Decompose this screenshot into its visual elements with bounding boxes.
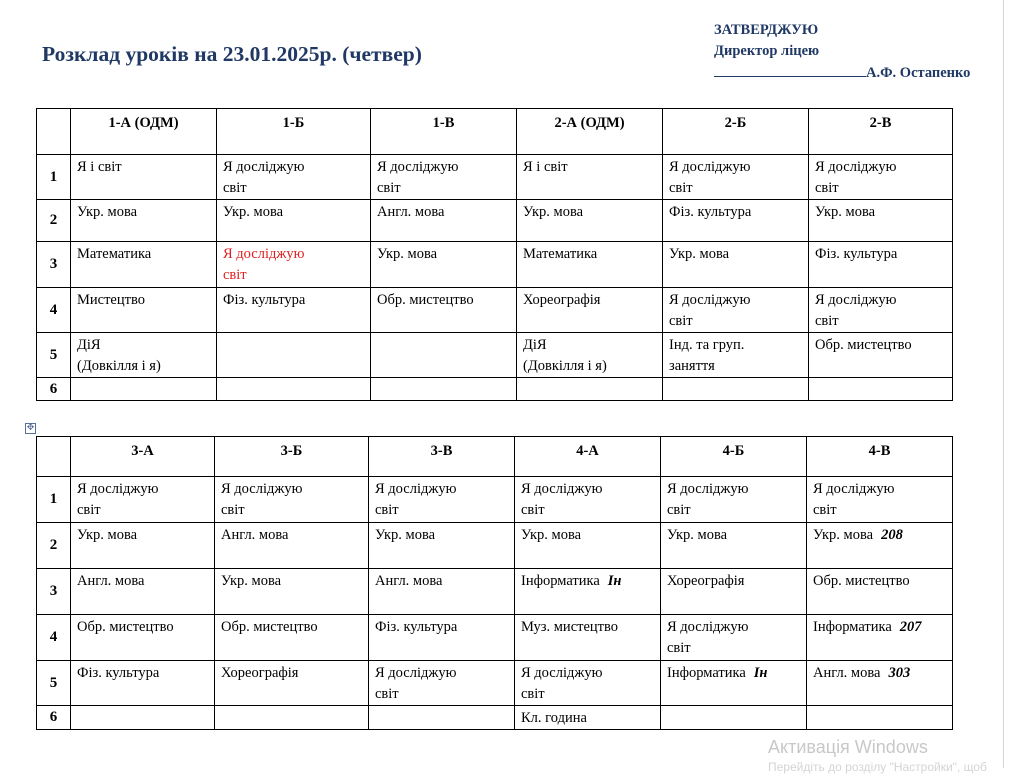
lesson-cell[interactable]: [217, 288, 371, 333]
subject-text: Обр. мистецтво: [377, 292, 474, 308]
subject-text: Фіз. культура: [77, 665, 160, 681]
lesson-cell[interactable]: [371, 155, 517, 200]
lesson-cell[interactable]: [661, 569, 807, 615]
lesson-cell[interactable]: [809, 155, 953, 200]
subject-text: ДіЯ (Довкілля і я): [523, 337, 607, 374]
approval-signature: [714, 62, 970, 84]
class-header: 1-В: [371, 109, 517, 155]
lesson-cell[interactable]: [663, 378, 809, 401]
approval-line-1: ЗАТВЕРДЖУЮ: [714, 22, 819, 38]
subject-text: Я досліджую світ: [375, 481, 457, 518]
signature-line: [714, 62, 866, 77]
subject-text: Англ. мова: [221, 527, 289, 543]
lesson-cell[interactable]: [369, 569, 515, 615]
subject-text: Я досліджую світ: [375, 665, 457, 702]
subject-text: Математика: [523, 246, 598, 262]
lesson-cell[interactable]: [215, 706, 369, 730]
subject-text: Хореографія: [667, 573, 745, 589]
class-header: 3-В: [369, 437, 515, 477]
room-number: 208: [881, 527, 903, 543]
lesson-row: [37, 569, 953, 615]
lesson-cell[interactable]: [807, 477, 953, 523]
lesson-cell[interactable]: [807, 706, 953, 730]
lesson-cell[interactable]: [517, 200, 663, 242]
lesson-cell[interactable]: [661, 661, 807, 706]
subject-text: Укр. мова: [223, 204, 284, 220]
lesson-cell[interactable]: [663, 200, 809, 242]
subject-text: Фіз. культура: [815, 246, 898, 262]
lesson-number: 1: [37, 155, 71, 200]
lesson-cell[interactable]: [71, 200, 217, 242]
lesson-cell[interactable]: [515, 523, 661, 569]
lesson-cell[interactable]: [217, 378, 371, 401]
lesson-cell[interactable]: [369, 523, 515, 569]
subject-text: Англ. мова: [377, 204, 445, 220]
subject-text: Укр. мова: [667, 527, 728, 543]
lesson-number: 6: [37, 706, 71, 730]
lesson-cell[interactable]: [215, 523, 369, 569]
class-header: 1-Б: [217, 109, 371, 155]
subject-text: Я досліджую світ: [521, 481, 603, 518]
lesson-cell[interactable]: [71, 706, 215, 730]
subject-text: Обр. мистецтво: [813, 573, 910, 589]
lesson-cell[interactable]: [809, 378, 953, 401]
subject-text: Укр. мова: [669, 246, 730, 262]
subject-text: Укр. мова: [221, 573, 282, 589]
lesson-cell[interactable]: [809, 242, 953, 288]
lesson-cell[interactable]: [71, 288, 217, 333]
class-header: 2-Б: [663, 109, 809, 155]
lesson-row: [37, 288, 953, 333]
class-header: 4-Б: [661, 437, 807, 477]
lesson-cell[interactable]: [517, 288, 663, 333]
lesson-number: 6: [37, 378, 71, 401]
subject-text: Інформатика: [813, 619, 892, 635]
lesson-cell[interactable]: [217, 242, 371, 288]
lesson-cell[interactable]: [371, 200, 517, 242]
lesson-row: [37, 200, 953, 242]
subject-text: Інформатика: [667, 665, 746, 681]
subject-text: Фіз. культура: [223, 292, 306, 308]
class-header: 2-А (ОДМ): [517, 109, 663, 155]
approval-block: [714, 20, 970, 84]
lesson-cell[interactable]: [71, 378, 217, 401]
lesson-cell[interactable]: [517, 155, 663, 200]
lesson-cell[interactable]: [515, 569, 661, 615]
lesson-cell[interactable]: [71, 569, 215, 615]
lesson-number: 2: [37, 200, 71, 242]
subject-text: Я і світ: [77, 159, 122, 175]
subject-text: Укр. мова: [813, 527, 874, 543]
class-header: 3-Б: [215, 437, 369, 477]
room-number: Ін: [753, 665, 768, 681]
subject-text: Математика: [77, 246, 152, 262]
subject-text: Я досліджую світ: [377, 159, 459, 196]
table-move-handle-icon[interactable]: ✥: [26, 423, 35, 433]
subject-text: Укр. мова: [521, 527, 582, 543]
lesson-cell[interactable]: [371, 242, 517, 288]
subject-text: Я досліджую світ: [223, 159, 305, 196]
lesson-cell[interactable]: [517, 333, 663, 378]
lesson-cell[interactable]: [217, 200, 371, 242]
windows-activation-watermark: Активація Windows: [768, 737, 928, 757]
page-title: Розклад уроків на 23.01.2025р. (четвер): [42, 42, 422, 66]
lesson-cell[interactable]: [217, 333, 371, 378]
lesson-cell[interactable]: [217, 155, 371, 200]
subject-text: Укр. мова: [375, 527, 436, 543]
lesson-cell[interactable]: [663, 242, 809, 288]
subject-text: Я досліджую світ: [77, 481, 159, 518]
lesson-cell[interactable]: [71, 661, 215, 706]
lesson-cell[interactable]: [807, 615, 953, 661]
lesson-row: [37, 155, 953, 200]
subject-text: Обр. мистецтво: [77, 619, 174, 635]
subject-text: Укр. мова: [77, 204, 138, 220]
lesson-row: [37, 523, 953, 569]
subject-text: Кл. година: [521, 710, 587, 726]
room-number: 207: [899, 619, 922, 635]
lesson-cell[interactable]: [369, 706, 515, 730]
lesson-cell[interactable]: [371, 333, 517, 378]
subject-text: Фіз. культура: [669, 204, 752, 220]
lesson-cell[interactable]: [215, 477, 369, 523]
subject-text: Англ. мова: [77, 573, 145, 589]
lesson-row: [37, 706, 953, 730]
lesson-cell[interactable]: [517, 378, 663, 401]
lesson-cell[interactable]: [515, 706, 661, 730]
corner-cell: [37, 109, 71, 155]
subject-text: Обр. мистецтво: [221, 619, 318, 635]
lesson-number: 4: [37, 288, 71, 333]
subject-text: Мистецтво: [77, 292, 145, 308]
room-number: Ін: [607, 573, 622, 589]
lesson-cell[interactable]: [661, 477, 807, 523]
lesson-cell[interactable]: [515, 477, 661, 523]
lesson-number: 2: [37, 523, 71, 569]
class-header: 1-А (ОДМ): [71, 109, 217, 155]
subject-text: Я досліджую світ: [223, 246, 305, 283]
subject-text: Я і світ: [523, 159, 568, 175]
lesson-cell[interactable]: [809, 333, 953, 378]
subject-text: Я досліджую світ: [813, 481, 895, 518]
lesson-cell[interactable]: [71, 615, 215, 661]
lesson-cell[interactable]: [809, 200, 953, 242]
lesson-row: [37, 661, 953, 706]
subject-text: Хореографія: [523, 292, 601, 308]
lesson-cell[interactable]: [807, 661, 953, 706]
lesson-cell[interactable]: [661, 523, 807, 569]
lesson-cell[interactable]: [71, 523, 215, 569]
lesson-cell[interactable]: [663, 288, 809, 333]
class-header: 2-В: [809, 109, 953, 155]
subject-text: Я досліджую світ: [669, 159, 751, 196]
lesson-cell[interactable]: [371, 378, 517, 401]
lesson-cell[interactable]: [369, 661, 515, 706]
subject-text: Укр. мова: [77, 527, 138, 543]
subject-text: Я досліджую світ: [521, 665, 603, 702]
lesson-cell[interactable]: [661, 615, 807, 661]
windows-activation-subtext: Перейдіть до розділу "Настройки", щоб: [768, 760, 987, 774]
lesson-number: 5: [37, 661, 71, 706]
lesson-row: [37, 333, 953, 378]
class-header: 4-В: [807, 437, 953, 477]
lesson-row: [37, 378, 953, 401]
page-edge: [1003, 0, 1004, 768]
lesson-cell[interactable]: [369, 477, 515, 523]
lesson-cell[interactable]: [71, 333, 217, 378]
lesson-number: 3: [37, 569, 71, 615]
lesson-row: [37, 477, 953, 523]
lesson-number: 1: [37, 477, 71, 523]
lesson-cell[interactable]: [517, 242, 663, 288]
subject-text: Я досліджую світ: [221, 481, 303, 518]
lesson-cell[interactable]: [215, 661, 369, 706]
approval-signatory: А.Ф. Остапенко: [866, 65, 971, 81]
lesson-cell[interactable]: [661, 706, 807, 730]
corner-cell: [37, 437, 71, 477]
subject-text: Інформатика: [521, 573, 600, 589]
subject-text: Англ. мова: [375, 573, 443, 589]
lesson-cell[interactable]: [71, 155, 217, 200]
subject-text: Укр. мова: [815, 204, 876, 220]
subject-text: Я досліджую світ: [815, 292, 897, 329]
lesson-number: 3: [37, 242, 71, 288]
schedule-table-grades-3-4: [36, 436, 953, 730]
lesson-cell[interactable]: [369, 615, 515, 661]
lesson-cell[interactable]: [71, 477, 215, 523]
lesson-number: 4: [37, 615, 71, 661]
subject-text: Обр. мистецтво: [815, 337, 912, 353]
room-number: 303: [888, 665, 911, 681]
subject-text: Фіз. культура: [375, 619, 458, 635]
approval-line-2: Директор ліцею: [714, 43, 820, 59]
subject-text: Укр. мова: [377, 246, 438, 262]
lesson-row: [37, 242, 953, 288]
subject-text: Хореографія: [221, 665, 299, 681]
lesson-number: 5: [37, 333, 71, 378]
subject-text: Інд. та груп. заняття: [669, 337, 745, 374]
lesson-cell[interactable]: [663, 155, 809, 200]
lesson-cell[interactable]: [215, 569, 369, 615]
subject-text: Муз. мистецтво: [521, 619, 618, 635]
lesson-cell[interactable]: [371, 288, 517, 333]
lesson-row: [37, 615, 953, 661]
class-header: 4-А: [515, 437, 661, 477]
lesson-cell[interactable]: [515, 615, 661, 661]
lesson-cell[interactable]: [807, 523, 953, 569]
subject-text: Я досліджую світ: [667, 481, 749, 518]
subject-text: Я досліджую світ: [667, 619, 749, 656]
subject-text: Англ. мова: [813, 665, 881, 681]
schedule-table-grades-1-2: [36, 108, 953, 401]
subject-text: ДіЯ (Довкілля і я): [77, 337, 161, 374]
lesson-cell[interactable]: [71, 242, 217, 288]
subject-text: Укр. мова: [523, 204, 584, 220]
subject-text: Я досліджую світ: [815, 159, 897, 196]
class-header: 3-А: [71, 437, 215, 477]
lesson-cell[interactable]: [515, 661, 661, 706]
lesson-cell[interactable]: [663, 333, 809, 378]
lesson-cell[interactable]: [809, 288, 953, 333]
subject-text: Я досліджую світ: [669, 292, 751, 329]
lesson-cell[interactable]: [215, 615, 369, 661]
lesson-cell[interactable]: [807, 569, 953, 615]
